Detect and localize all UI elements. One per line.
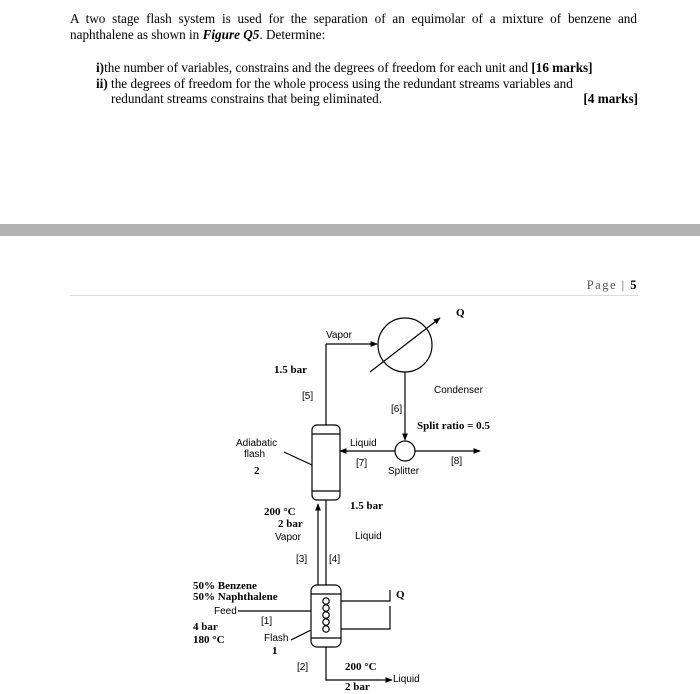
splitter-unit <box>395 441 415 461</box>
flash1-pointer <box>291 630 311 640</box>
label-flash2-num: 2 <box>254 465 260 477</box>
label-stream5: [5] <box>302 391 314 402</box>
figure-reference: Figure Q5 <box>202 27 260 42</box>
item-2-text-line1: the degrees of freedom for the whole process using the redundant streams variables and <box>111 75 573 91</box>
page-label: Page | <box>586 278 626 292</box>
label-liquid-4: Liquid <box>355 531 382 542</box>
label-q-bottom: Q <box>396 589 405 601</box>
adiabatic-pointer <box>284 452 312 465</box>
label-stream1: [1] <box>261 616 273 627</box>
label-flash1-word: Flash <box>264 633 289 644</box>
label-stream8: [8] <box>451 456 463 467</box>
label-liquid-7: Liquid <box>350 438 377 449</box>
label-temp-mid: 200 °C <box>264 506 296 518</box>
label-stream7: [7] <box>356 458 368 469</box>
label-pressure-mid: 2 bar <box>278 518 303 530</box>
label-split-ratio: Split ratio = 0.5 <box>417 420 490 432</box>
label-stream4: [4] <box>329 554 341 565</box>
item-1-text: the number of variables, constrains and the degrees of freedom for each unit and <box>104 60 532 75</box>
heat-line-top <box>341 590 390 601</box>
condenser-q-arrow <box>370 318 440 372</box>
label-stream3: [3] <box>296 554 308 565</box>
item-2-text-line2: redundant streams constrains that being eliminated. <box>111 91 383 106</box>
label-flash1-num: 1 <box>272 645 278 657</box>
question-intro-end: . Determine: <box>259 27 326 42</box>
label-pressure-bottom: 2 bar <box>345 681 370 693</box>
label-liquid-bottom: Liquid <box>393 674 420 685</box>
label-feed: Feed <box>214 606 237 617</box>
label-flash-word: flash <box>244 449 266 460</box>
label-splitter: Splitter <box>388 466 420 477</box>
item-2-marks: [4 marks] <box>583 91 638 106</box>
flash2-vessel <box>312 425 340 500</box>
item-2-label: ii) <box>96 75 108 91</box>
label-feed-pressure: 4 bar <box>193 621 218 633</box>
item-1-label: i) <box>96 60 105 75</box>
label-stream2: [2] <box>297 662 309 673</box>
label-condenser: Condenser <box>434 385 483 396</box>
label-temp-bottom: 200 °C <box>345 661 377 673</box>
item-1-marks: [16 marks] <box>531 60 593 75</box>
heat-line-bottom <box>341 606 390 629</box>
page-number-value: 5 <box>630 278 638 292</box>
label-pressure-mid-right: 1.5 bar <box>350 500 383 512</box>
label-adiabatic: Adiabatic <box>236 438 278 449</box>
label-q-top: Q <box>456 307 465 319</box>
label-benzene: 50% Benzene <box>193 580 257 592</box>
label-vapor-top: Vapor <box>326 330 352 341</box>
label-vapor-mid: Vapor <box>275 532 301 543</box>
label-feed-temp: 180 °C <box>193 634 225 646</box>
label-pressure-top: 1.5 bar <box>274 364 307 376</box>
label-stream6: [6] <box>391 404 403 415</box>
label-naphthalene: 50% Naphthalene <box>193 591 278 603</box>
question-intro-text: A two stage flash system is used for the separation of an equimolar of a mixture of benzene and naphthalene as shown in <box>70 11 637 42</box>
